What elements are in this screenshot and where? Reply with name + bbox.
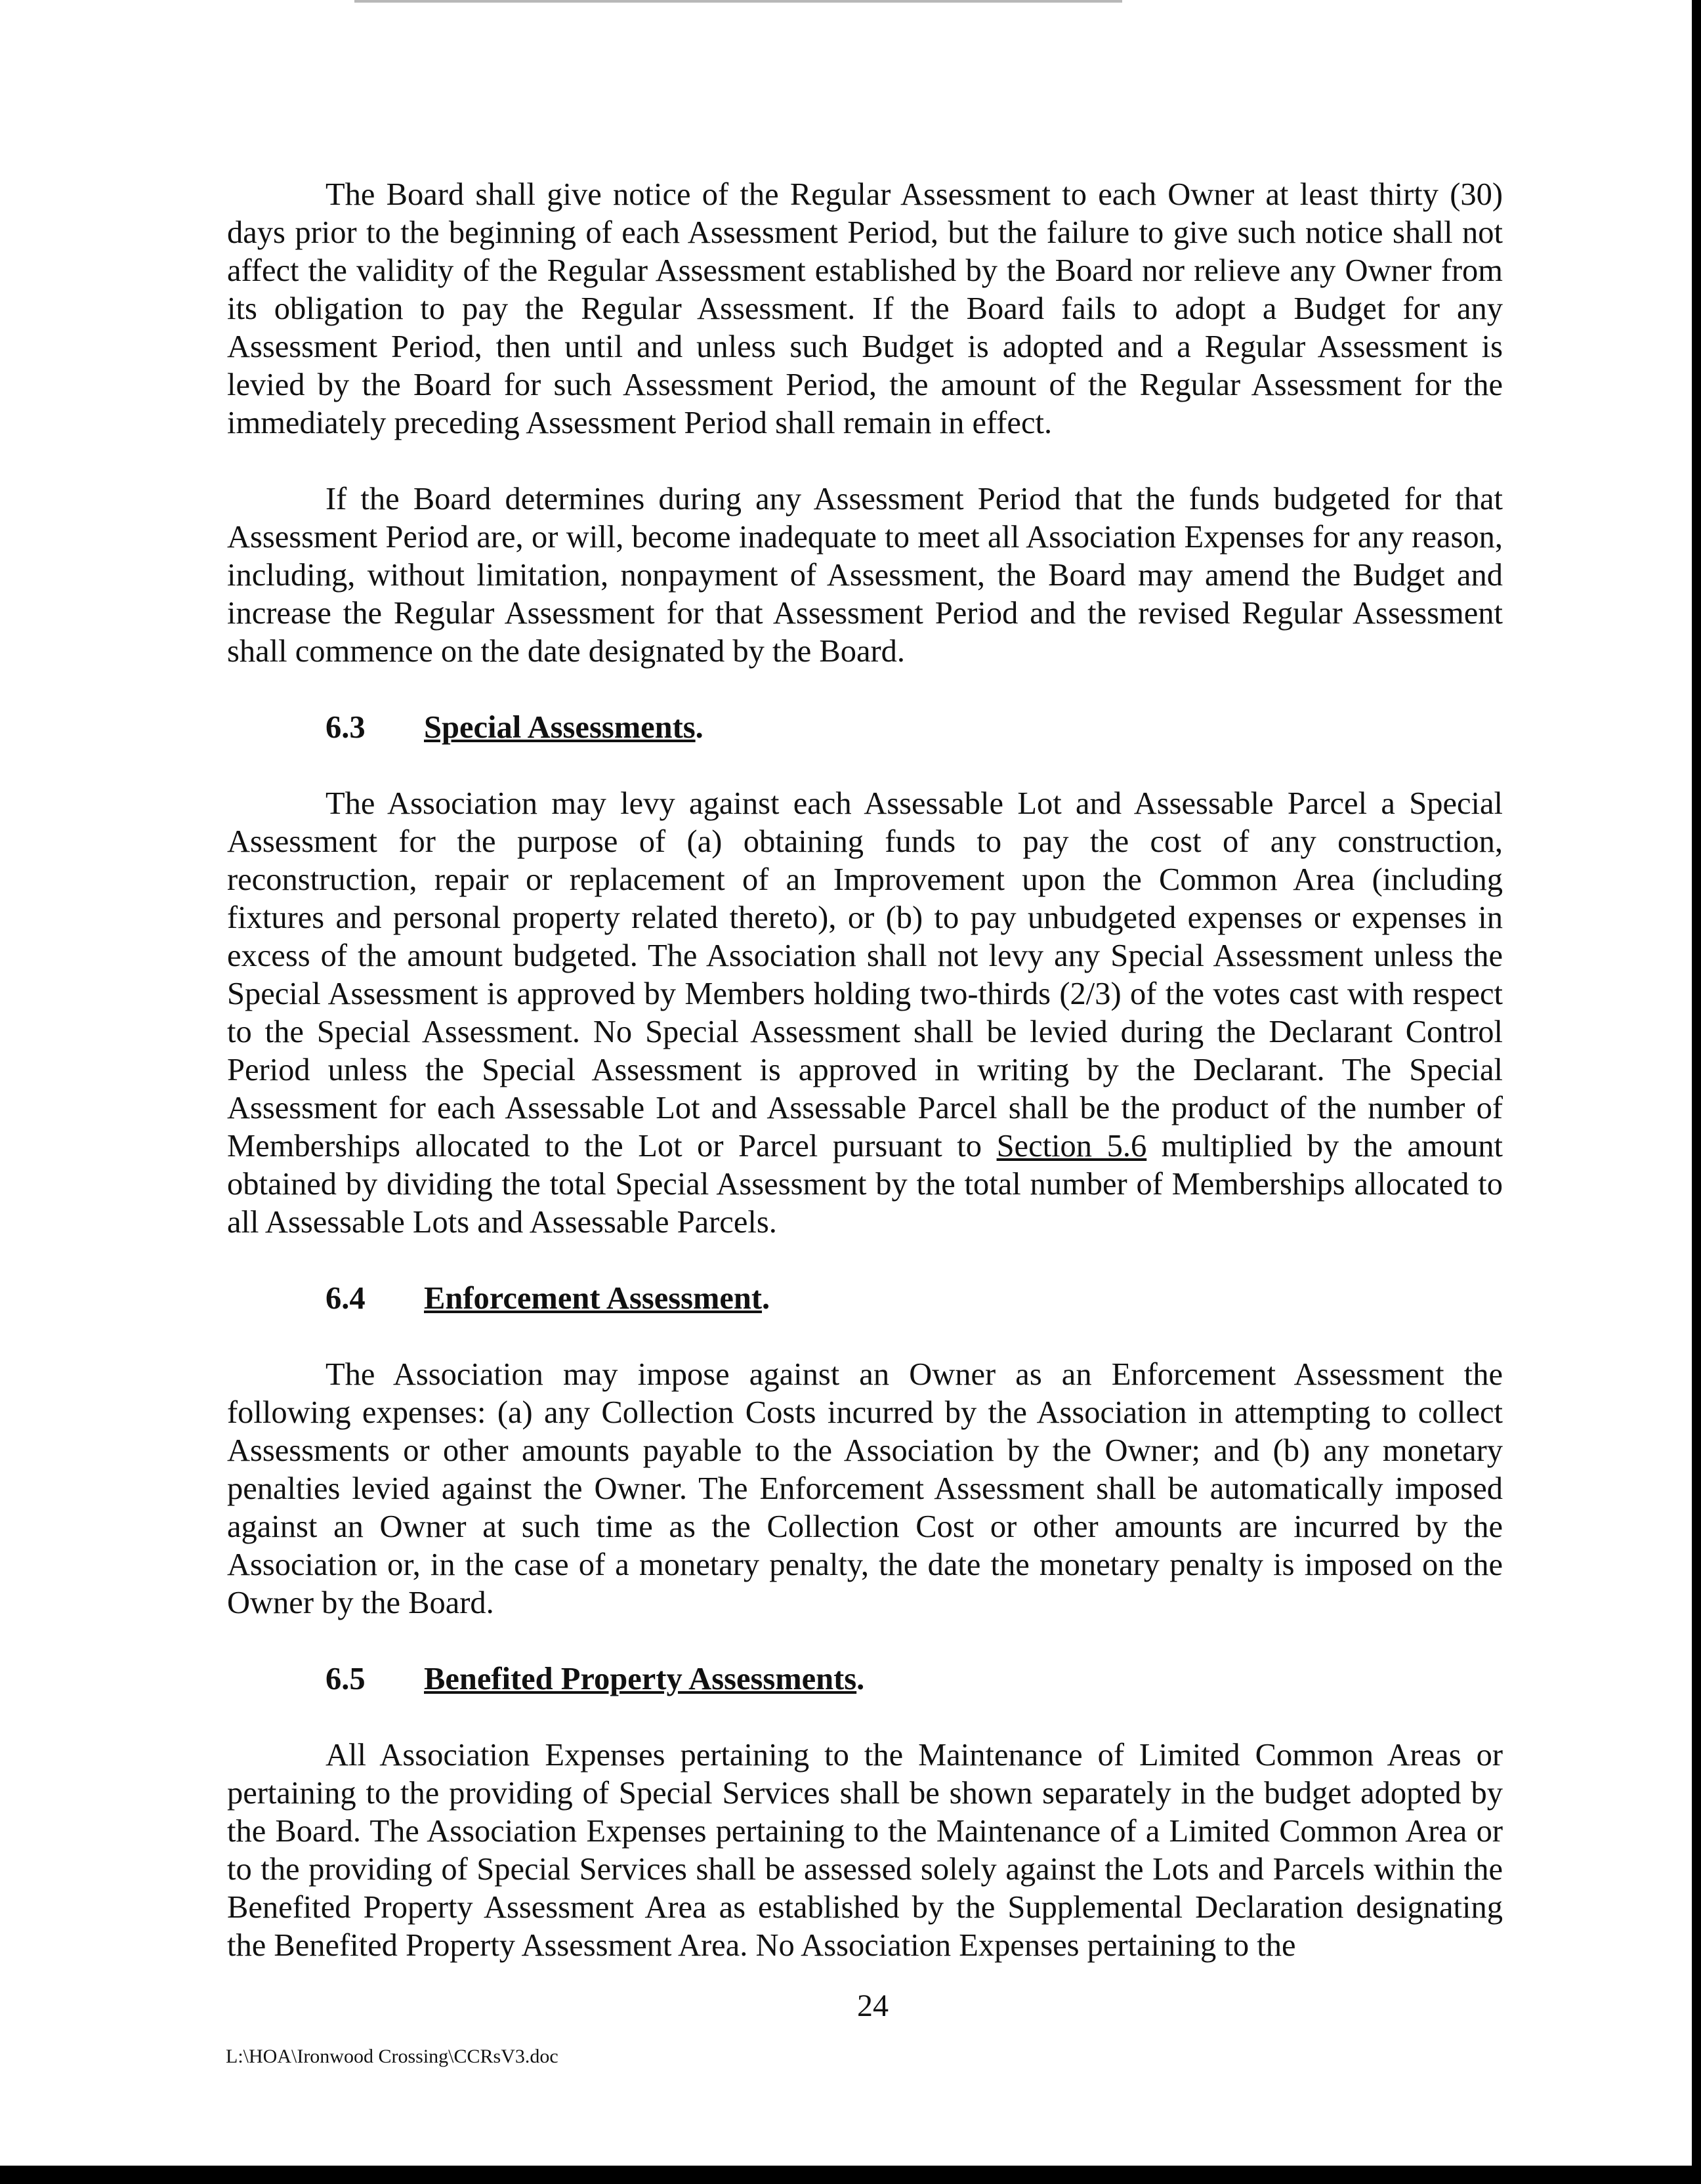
paragraph-enforcement-assessment: The Association may impose against an Owner as an Enforcement Assessment the following expenses: (a) any Collection Costs incurred by the Association in attempting to collect Assessments or other amounts payable to the Association by the Owner; and (b) any monetary penalties levied against the Owner. The Enforcement Assessment shall be automatically imposed against an Owner at such time as the Collection Cost or other amounts are incurred by the Association or, in the case of a monetary penalty, the date the monetary penalty is imposed on the Owner by the Board. bbox=[227, 1357, 1503, 1620]
section-heading-6-4 bbox=[227, 1280, 1503, 1318]
paragraph-regular-assessment-notice: The Board shall give notice of the Regular Assessment to each Owner at least thirty (30) days prior to the beginning of each Assessment Period, but the failure to give such notice shall not affect the validity of the Regular Assessment established by the Board nor relieve any Owner from its obligation to pay the Regular Assessment. If the Board fails to adopt a Budget for any Assessment Period, then until and unless such Budget is adopted and a Regular Assessment is levied by the Board for such Assessment Period, the amount of the Regular Assessment for the immediately preceding Assessment Period shall remain in effect. bbox=[227, 177, 1503, 440]
section-title: Benefited Property Assessments bbox=[424, 1662, 857, 1696]
section-number: 6.4 bbox=[326, 1281, 366, 1316]
top-scan-rule bbox=[354, 0, 1122, 3]
section-title: Enforcement Assessment bbox=[424, 1281, 763, 1316]
section-heading-6-3 bbox=[227, 709, 1503, 747]
section-reference: Section 5.6 bbox=[996, 1129, 1147, 1164]
heading-period: . bbox=[856, 1662, 865, 1696]
heading-period: . bbox=[695, 710, 704, 745]
footer-file-path: L:\HOA\Ironwood Crossing\CCRsV3.doc bbox=[226, 2046, 558, 2067]
section-number: 6.5 bbox=[326, 1662, 366, 1696]
section-heading-6-5 bbox=[227, 1660, 1503, 1698]
page-number: 24 bbox=[857, 1988, 889, 2023]
section-number: 6.3 bbox=[326, 710, 366, 745]
paragraph-special-assessments bbox=[227, 785, 1503, 1242]
section-title: Special Assessments bbox=[424, 710, 696, 745]
heading-period: . bbox=[762, 1281, 770, 1316]
document-body bbox=[227, 176, 1503, 2003]
text-after-reference: multiplied by the amount obtained by dividing the total Special Assessment by the total number of Memberships allocated to all Assessable Lots and Assessable Parcels. bbox=[227, 1129, 1503, 1240]
scan-border-right bbox=[1692, 0, 1701, 2184]
text-before-reference: The Association may levy against each Assessable Lot and Assessable Parcel a Special Assessment for the purpose of (a) obtaining funds to pay the cost of any construction, reconstruction, repair or replacement of an Improvement upon the Common Area (including fixtures and personal property related thereto), or (b) to pay unbudgeted expenses or expenses in excess of the amount budgeted. The Association shall not levy any Special Assessment unless the Special Assessment is approved by Members holding two-thirds (2/3) of the votes cast with respect to the Special Assessment. No Special Assessment shall be levied during the Declarant Control Period unless the Special Assessment is approved in writing by the Declarant. The Special Assessment for each Assessable Lot and Assessable Parcel shall be the product of the number of Memberships allocated to the Lot or Parcel pursuant to bbox=[227, 786, 1503, 1164]
scan-border-bottom bbox=[0, 2166, 1701, 2184]
paragraph-budget-amendment: If the Board determines during any Assessment Period that the funds budgeted for that Assessment Period are, or will, become inadequate to meet all Association Expenses for any reason, including, without limitation, nonpayment of Assessment, the Board may amend the Budget and increase the Regular Assessment for that Assessment Period and the revised Regular Assessment shall commence on the date designated by the Board. bbox=[227, 482, 1503, 669]
paragraph-benefited-property: All Association Expenses pertaining to the Maintenance of Limited Common Areas or pertaining to the providing of Special Services shall be shown separately in the budget adopted by the Board. The Association Expenses pertaining to the Maintenance of a Limited Common Area or to the providing of Special Services shall be assessed solely against the Lots and Parcels within the Benefited Property Assessment Area as established by the Supplemental Declaration designating the Benefited Property Assessment Area. No Association Expenses pertaining to the bbox=[227, 1738, 1503, 1963]
